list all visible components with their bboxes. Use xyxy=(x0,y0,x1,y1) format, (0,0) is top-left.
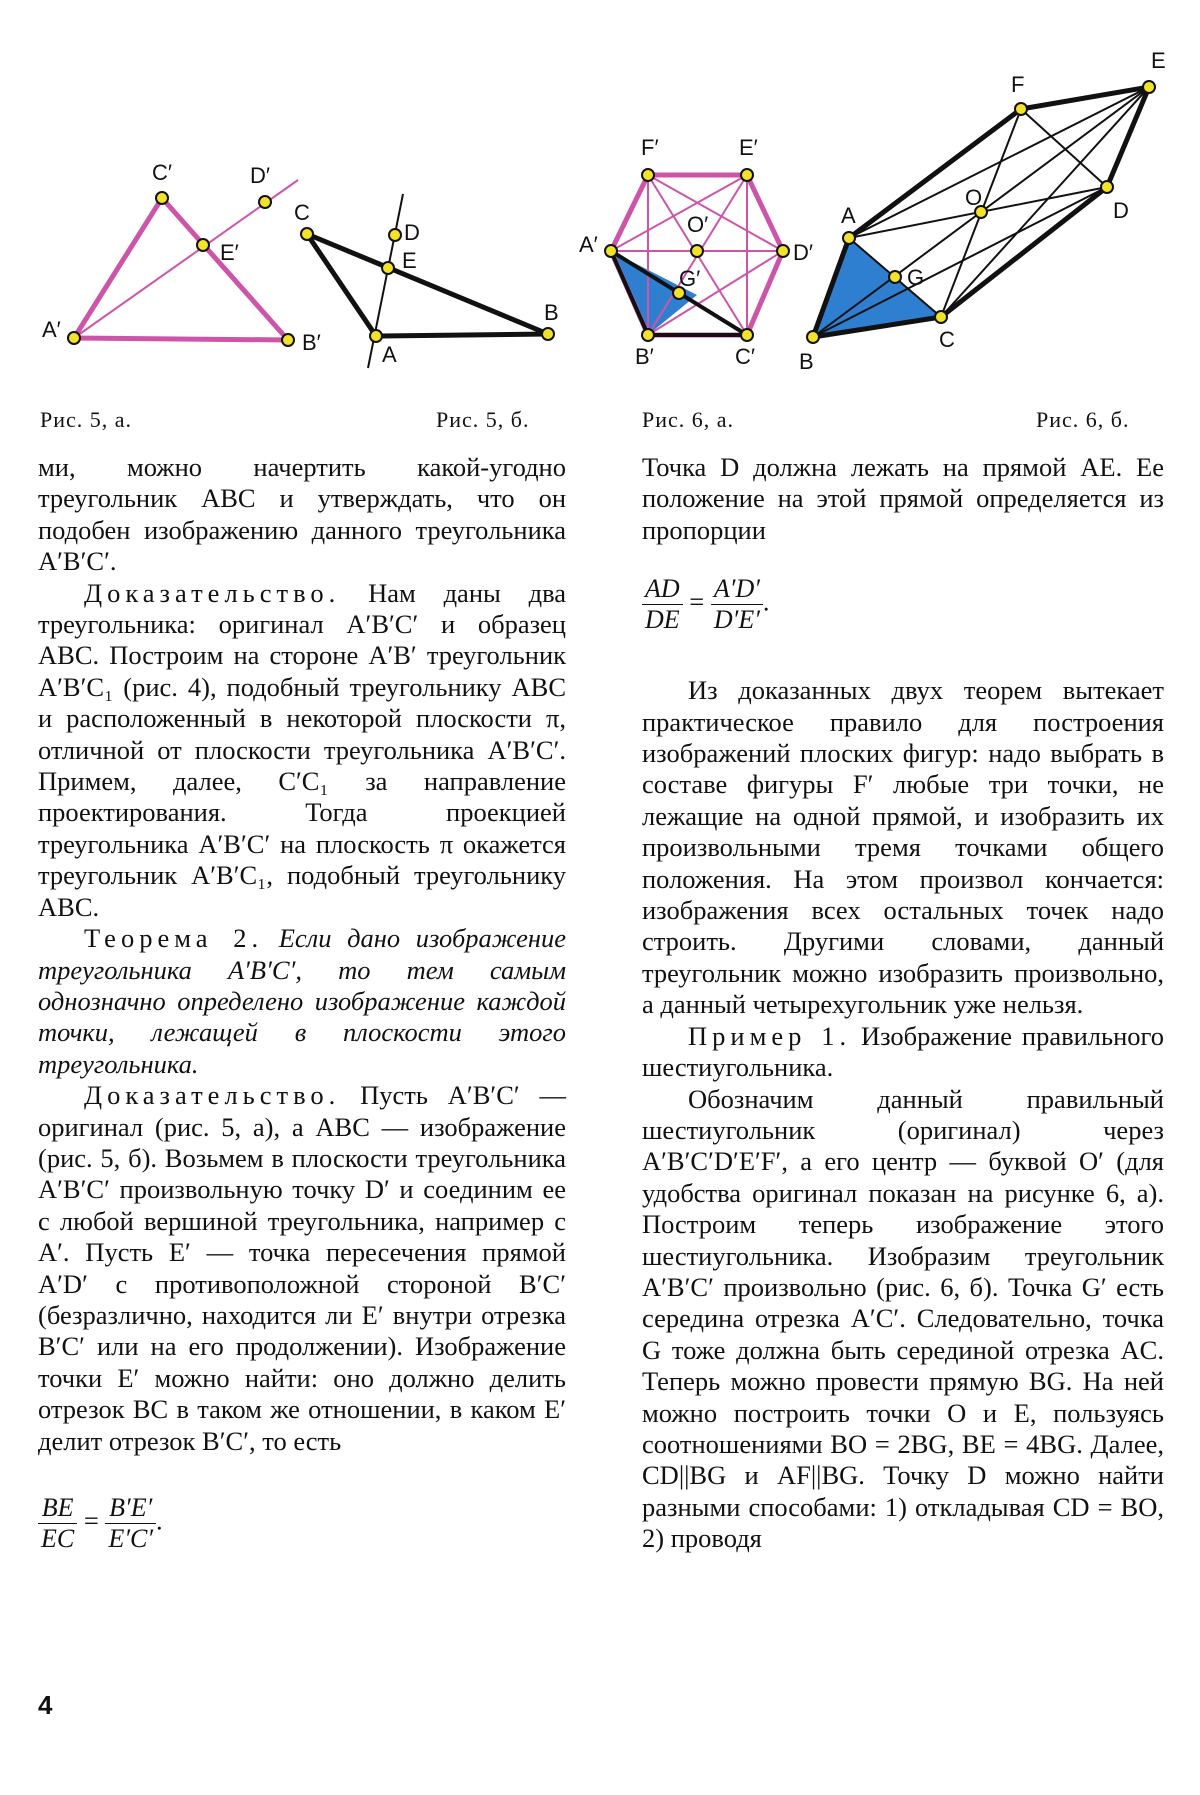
figure-6a xyxy=(575,40,825,380)
point-b xyxy=(807,331,819,343)
point-c xyxy=(301,228,313,240)
label-e1: E′ xyxy=(220,240,239,265)
formula-be-ec xyxy=(38,1493,566,1554)
side-ab xyxy=(376,334,548,336)
side-a1b1 xyxy=(74,338,288,340)
figure-6b-drawing xyxy=(795,40,1175,380)
point-g xyxy=(889,271,901,283)
equals-sign: = xyxy=(689,586,705,617)
proof-text-2: Пусть A′B′C′ — оригинал (рис. 5, а), а ABC — изображение (рис. 5, б). Возьмем в плоскости треугольника A′B′C′ произвольную точку D′ и соединим ее с любой вершиной треугольника, например с A′. Пусть E′ — точка пересечения прямой A′D′ с противоположной стороной B′C′ (безразлично, находится ли E′ внутри отрезка B′C′ или на его продолжении). Изображение точки E′ можно найти: оно должно делить отрезок BC в таком же отношении, в каком E′ делит отрезок B′C′, то есть xyxy=(38,1080,566,1456)
point-c1 xyxy=(156,192,168,204)
point-f xyxy=(1015,103,1027,115)
theorem-text: Если дано изображение треугольника A′B′C′, то тем самым однозначно определено изображение каждой точки, лежащей в плоскости этого треугольника. xyxy=(38,923,566,1079)
point-b xyxy=(542,328,554,340)
label-c: C xyxy=(939,327,955,352)
figure-5b xyxy=(290,40,560,380)
page-number: 4 xyxy=(38,1690,53,1720)
label-o: O xyxy=(965,185,983,210)
point-d xyxy=(389,229,401,241)
label-e1: E′ xyxy=(739,135,758,160)
left-column xyxy=(38,452,566,1554)
chord-ae xyxy=(849,87,1149,238)
left-paragraph-4 xyxy=(38,1080,566,1457)
point-a1 xyxy=(605,245,617,257)
label-g: G xyxy=(907,265,925,290)
point-a xyxy=(370,330,382,342)
left-paragraph-3 xyxy=(38,923,566,1080)
caption-fig6a: Рис. 6, а. xyxy=(642,407,735,432)
fraction-a1d1-d1e1 xyxy=(711,574,763,635)
point-c1 xyxy=(741,329,753,341)
proof-heading-2: Доказательство. xyxy=(84,1080,341,1111)
label-o1: O′ xyxy=(687,212,709,237)
point-o1 xyxy=(691,245,703,257)
figure-6a-drawing xyxy=(575,40,825,380)
right-paragraph-4: Обозначим данный правильный шестиугольник (оригинал) через A′B′C′D′E′F′, а его центр — буквой O′ (для удобства оригинал показан на рисунке 6, а). Построим теперь изображение этого шестиугольника. Изобразим треугольник A′B′C′ произвольно (рис. 6, б). Точка G′ есть середина отрезка A′C′. Следовательно, точка G тоже должна быть серединой отрезка AC. Теперь можно провести прямую BG. На ней можно построить точки O и E, пользуясь соотношениями BO = 2BG, BE = 4BG. Далее, CD||BG и AF||BG. Точку D можно найти разными способами: 1) откладывая CD = BO, 2) проводя xyxy=(642,1083,1164,1554)
figure-6b xyxy=(795,40,1175,380)
fraction-ad-de xyxy=(642,574,683,635)
formula-ad-de xyxy=(642,574,1164,635)
example-heading: Пример 1. xyxy=(688,1020,852,1051)
fraction-b1e1-e1c1 xyxy=(105,1493,156,1554)
numerator-ad: AD xyxy=(642,574,683,605)
formula-end: . xyxy=(156,1505,163,1536)
point-a xyxy=(843,232,855,244)
figure-5a-drawing xyxy=(40,40,321,380)
point-f1 xyxy=(642,169,654,181)
point-d1 xyxy=(777,245,789,257)
point-e xyxy=(382,262,394,274)
point-e1 xyxy=(197,239,209,251)
label-b1: B′ xyxy=(635,344,654,369)
label-f1: F′ xyxy=(641,135,659,160)
label-f: F xyxy=(1011,72,1025,97)
fraction-be-ec xyxy=(38,1493,77,1554)
label-a: A xyxy=(841,203,856,228)
theorem-heading: Теорема 2. xyxy=(84,923,264,954)
point-d xyxy=(1101,181,1113,193)
formula-end: . xyxy=(762,586,770,617)
label-e: E xyxy=(402,248,417,273)
label-b: B xyxy=(544,300,559,325)
right-paragraph-1: Точка D должна лежать на прямой AE. Ее положение на этой прямой определяется из пропорции xyxy=(642,452,1164,545)
caption-fig6b: Рис. 6, б. xyxy=(1036,407,1130,432)
point-c xyxy=(935,311,947,323)
side-c1b1 xyxy=(162,198,288,340)
label-d1: D′ xyxy=(793,240,814,265)
denominator-ec: EC xyxy=(41,1524,75,1553)
label-c1: C′ xyxy=(152,160,173,185)
right-column xyxy=(642,452,1164,1555)
label-a: A xyxy=(382,342,397,367)
proof-text-1: Нам даны два треугольника: оригинал A′B′C′ и образец ABC. Построим на стороне A′B′ треугольник A′B′C₁ (рис. 4), подобный треугольнику ABC и расположенный в некоторой плоскости π, отличной от плоскости треугольника A′B′C′. Примем, далее, C′C₁ за направление проектирования. Тогда проекцией треугольника A′B′C′ на плоскость π окажется треугольник A′B′C₁, подобный треугольнику ABC. xyxy=(38,577,567,922)
point-e xyxy=(1143,81,1155,93)
point-a1 xyxy=(68,332,80,344)
label-e: E xyxy=(1151,48,1166,73)
right-paragraph-3 xyxy=(642,1021,1164,1084)
example-text: Изображение правильного шестиугольника. xyxy=(642,1020,1164,1083)
left-paragraph-2 xyxy=(38,578,566,923)
denominator-e1c1: E′C′ xyxy=(108,1524,154,1553)
numerator-b1e1: B′E′ xyxy=(105,1493,156,1524)
label-c1: C′ xyxy=(735,344,756,369)
denominator-de: DE xyxy=(645,605,680,635)
label-a1: A′ xyxy=(42,317,61,342)
point-d1 xyxy=(259,196,271,208)
equals-sign: = xyxy=(83,1505,99,1536)
point-b1 xyxy=(642,329,654,341)
numerator-a1d1: A′D′ xyxy=(711,574,763,605)
caption-fig5b: Рис. 5, б. xyxy=(436,407,530,432)
label-b: B xyxy=(799,349,814,374)
label-c: C xyxy=(294,200,310,225)
side-a1c1 xyxy=(74,198,162,338)
left-paragraph-1: ми, можно начертить какой-угодно треугольник ABC и утверждать, что он подобен изображению данного треугольника A′B′C′. xyxy=(38,452,566,577)
label-b1: B′ xyxy=(302,330,321,355)
figure-5a xyxy=(40,40,321,380)
label-g1: G′ xyxy=(679,266,701,291)
proof-heading-1: Доказательство. xyxy=(84,577,341,608)
right-paragraph-2: Из доказанных двух теорем вытекает практическое правило для построения изображений плоских фигур: надо выбрать в составе фигуры F′ любые три точки, не лежащие на одной прямой, и изобразить их произвольными тремя точками общего положения. На этом произвол кончается: изображения всех остальных точек надо строить. Другими словами, данный треугольник можно изобразить произвольно, а данный четырехугольник уже нельзя. xyxy=(642,675,1164,1020)
label-a1: A′ xyxy=(579,232,598,257)
denominator-d1e1: D′E′ xyxy=(713,605,760,635)
label-d: D xyxy=(404,220,420,245)
figure-5b-drawing xyxy=(290,40,560,380)
numerator-be: BE xyxy=(38,1493,77,1524)
label-d1: D′ xyxy=(250,163,271,188)
point-e1 xyxy=(741,169,753,181)
label-d: D xyxy=(1113,198,1129,223)
caption-fig5a: Рис. 5, а. xyxy=(40,407,133,432)
